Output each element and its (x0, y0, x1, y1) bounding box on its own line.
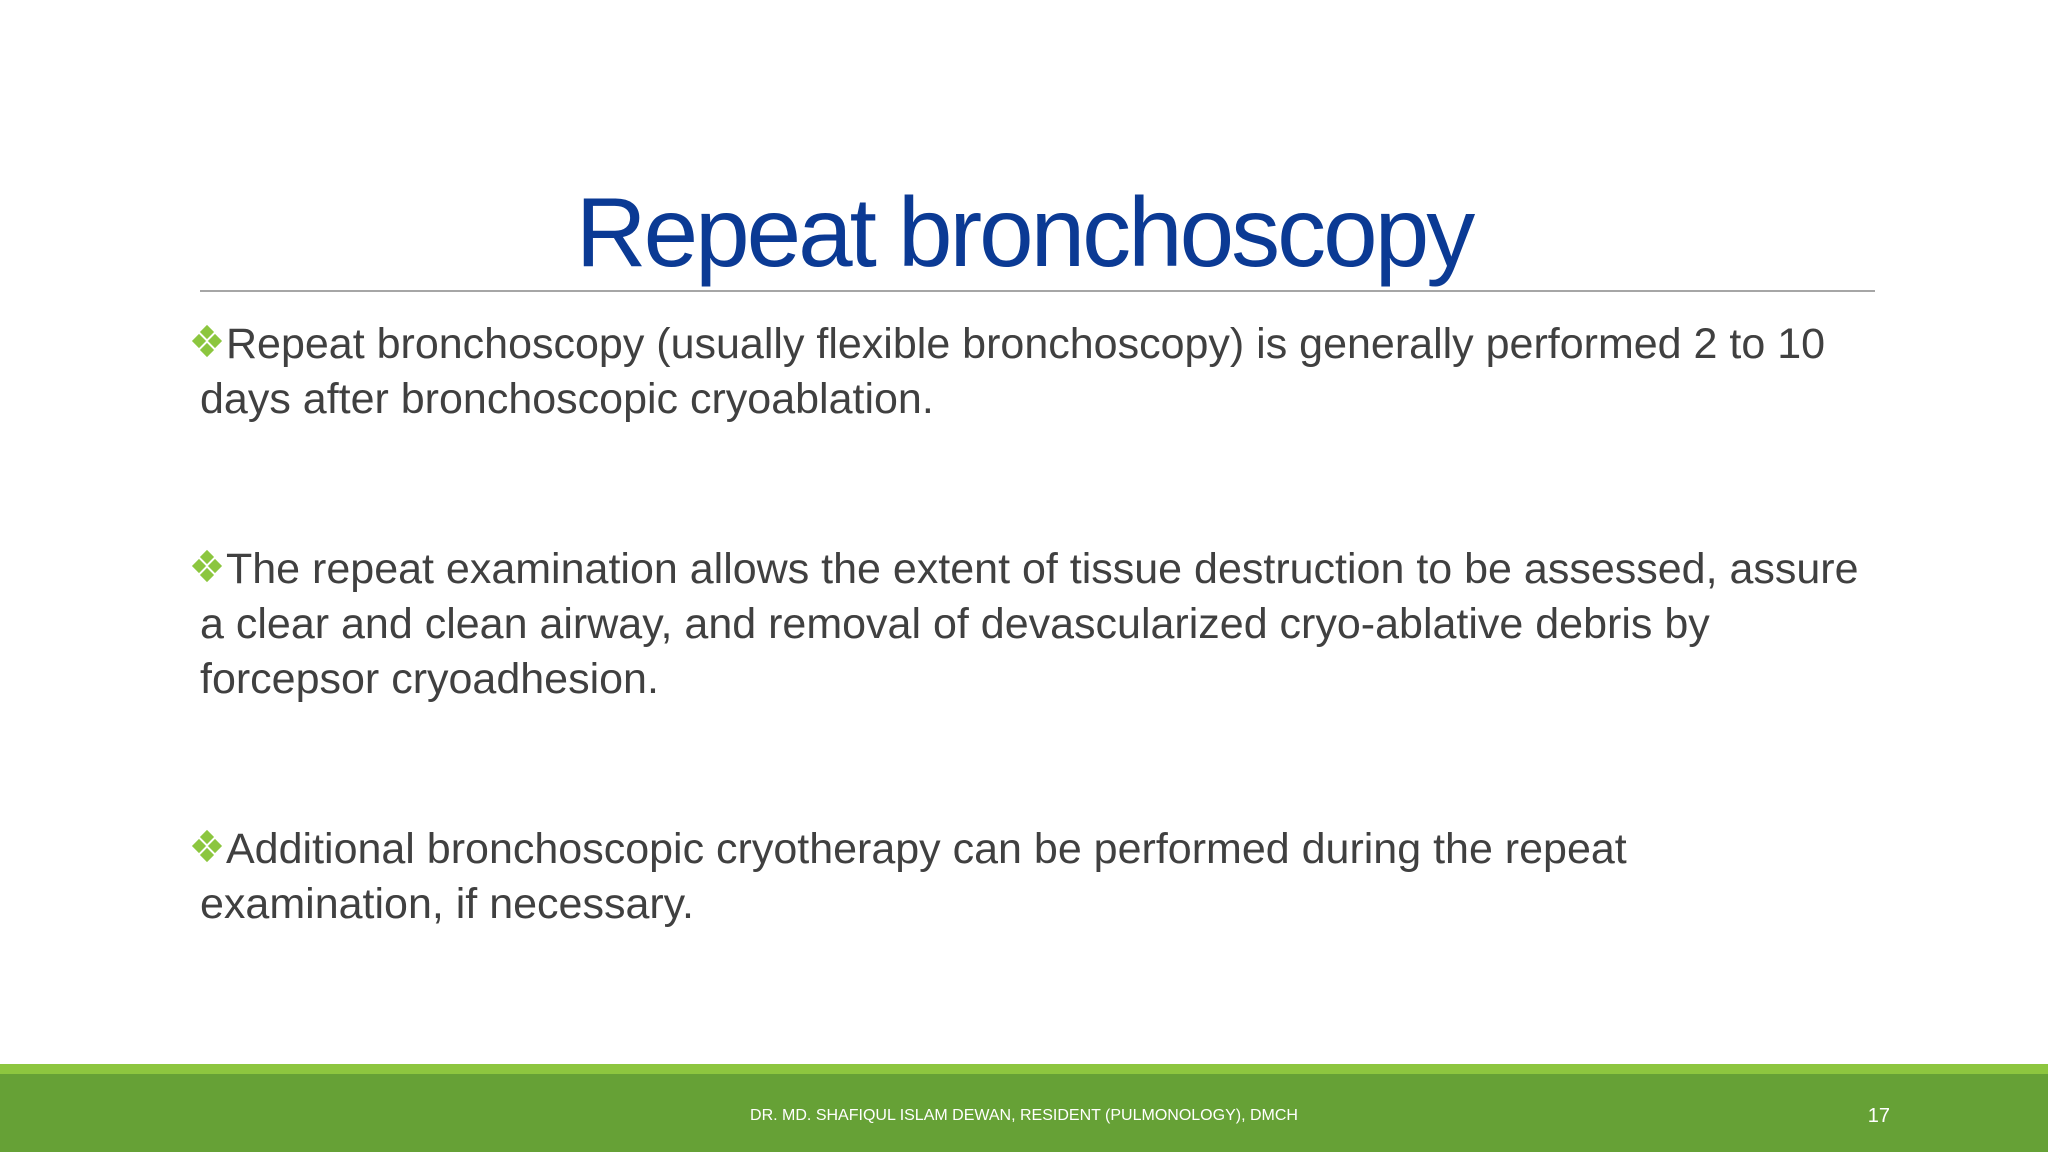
footer-accent-stripe (0, 1064, 2048, 1074)
bullet-text: The repeat examination allows the extent of tissue destruction to be assessed, assure a clear and clean airway, and removal of devascularized cryo-ablative debris by forcepsor cryoadhesion. (200, 545, 1859, 703)
bullet-item (200, 542, 1880, 707)
page-number: 17 (1867, 1105, 1890, 1127)
slide-title: Repeat bronchoscopy (575, 177, 1473, 287)
four-diamond-bullet-icon (190, 551, 226, 581)
title-divider (200, 290, 1875, 292)
bullet-item (200, 317, 1880, 427)
bullet-text: Repeat bronchoscopy (usually flexible bronchoscopy) is generally performed 2 to 10 days after bronchoscopic cryoablation. (200, 320, 1826, 423)
four-diamond-bullet-icon (190, 326, 226, 356)
bullet-text: Additional bronchoscopic cryotherapy can be performed during the repeat examination, if necessary. (200, 825, 1627, 928)
footer-author: DR. MD. SHAFIQUL ISLAM DEWAN, RESIDENT (PULMONOLOGY), DMCH (750, 1107, 1298, 1124)
bullet-item (200, 822, 1880, 932)
four-diamond-bullet-icon (190, 831, 226, 861)
